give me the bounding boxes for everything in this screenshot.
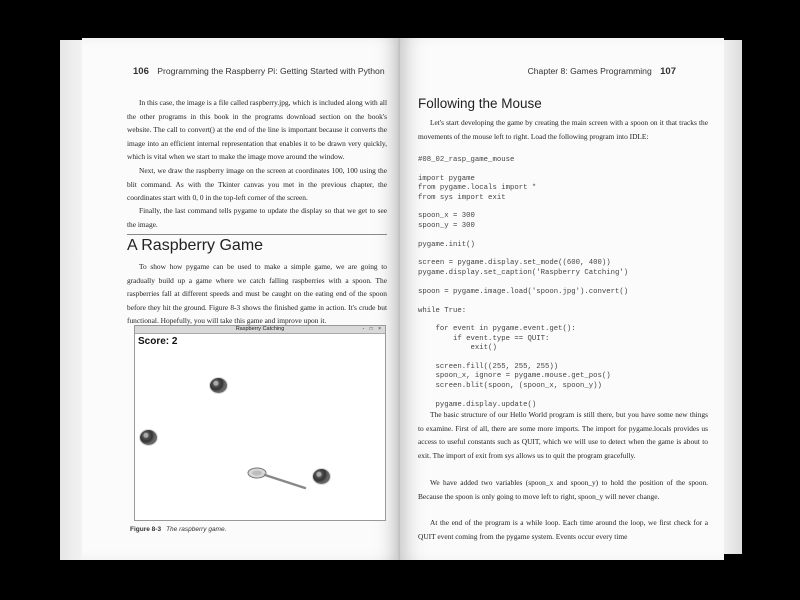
right-paragraph-4: At the end of the program is a while loop. Each time around the loop, we first check for a QUIT event coming from the pygame system. Events occur every time [418,518,708,541]
left-running-head-text: Programming the Raspberry Pi: Getting Started with Python [157,66,385,76]
raspberry-icon [313,469,330,484]
game-window-title: Raspberry Catching [235,326,285,332]
figure-caption [130,526,226,533]
left-page-number: 106 [133,66,149,77]
game-window-titlebar [135,326,385,334]
left-paragraph-2: Next, we draw the raspberry image on the screen at coordinates 100, 100 using the blit command. As with the Tkinter canvas you met in the previous chapter, the coordinates start with 0, 0 in the top-left corner of the screen. [127,166,387,203]
right-page [400,38,724,560]
right-paragraph-1: Let's start developing the game by creating the main screen with a spoon on it that tracks the movements of the mouse left to right. Load the following program into IDLE: [418,118,708,141]
raspberry-icon [210,378,227,393]
section-heading-following-mouse: Following the Mouse [418,96,542,111]
right-paragraph-2: The basic structure of our Hello World program is still there, but you have some new things to examine. First of all, there are some more imports. The import for pygame.locals provides us access to useful constants such as QUIT, which we will use to detect when the game is about to exit. The import of exit from sys allows us to quit the program gracefully. [418,410,708,460]
left-paragraph-1: In this case, the image is a file called raspberry.jpg, which is included along with all the other programs in this book in the programs download section on the book's website. The call to convert() at the end of the line is important because it converts the image into an efficient internal representation that enables it to be drawn very quickly, which is vital when we start to make the image move around the window. [127,98,387,162]
game-score: Score: 2 [138,336,178,347]
left-paragraph-4: To show how pygame can be used to make a simple game, we are going to gradually build up a game where we catch falling raspberries with a spoon. The raspberries fall at different speeds and must be caught on the eating end of the spoon before they hit the ground. Figure 8-3 shows the finished game in action. It's crude but functional. Hopefully, you will take this game and improve upon it. [127,262,387,326]
raspberry-icon [140,430,157,445]
right-page-number: 107 [660,66,676,77]
figure-game-screenshot [134,325,386,521]
code-listing: #08_02_rasp_game_mouse import pygame from pygame.locals import * from sys import exit spoon_x = 300 spoon_y = 300 pygame.init() screen = pygame.display.set_mode((600, 400)) pygame.display.set_caption('Raspberry Catching') spoon = pygame.image.load('spoon.jpg').convert() while True: for event in pygame.event.get(): if event.type == QUIT: exit() screen.fill((255, 255, 255)) spoon_x, ignore = pygame.mouse.get_pos() screen.blit(spoon, (spoon_x, spoon_y)) pygame.display.update() [418,156,629,409]
left-paragraph-3: Finally, the last command tells pygame to update the display so that we get to see the image. [127,206,387,229]
left-running-head [127,66,385,77]
right-running-head-text: Chapter 8: Games Programming [527,66,652,76]
figure-caption-label: Figure 8-3 [130,526,162,533]
right-paragraph-3: We have added two variables (spoon_x and spoon_y) to hold the position of the spoon. Because the spoon is only going to move left to right, spoon_y will never change. [418,478,708,501]
figure-caption-text: The raspberry game. [166,526,227,533]
spoon-icon [247,466,307,492]
window-controls-icon: - □ × [362,326,383,332]
left-page [82,38,402,560]
right-running-head [528,66,682,77]
section-heading-raspberry-game: A Raspberry Game [127,237,264,254]
section-rule [127,234,387,235]
